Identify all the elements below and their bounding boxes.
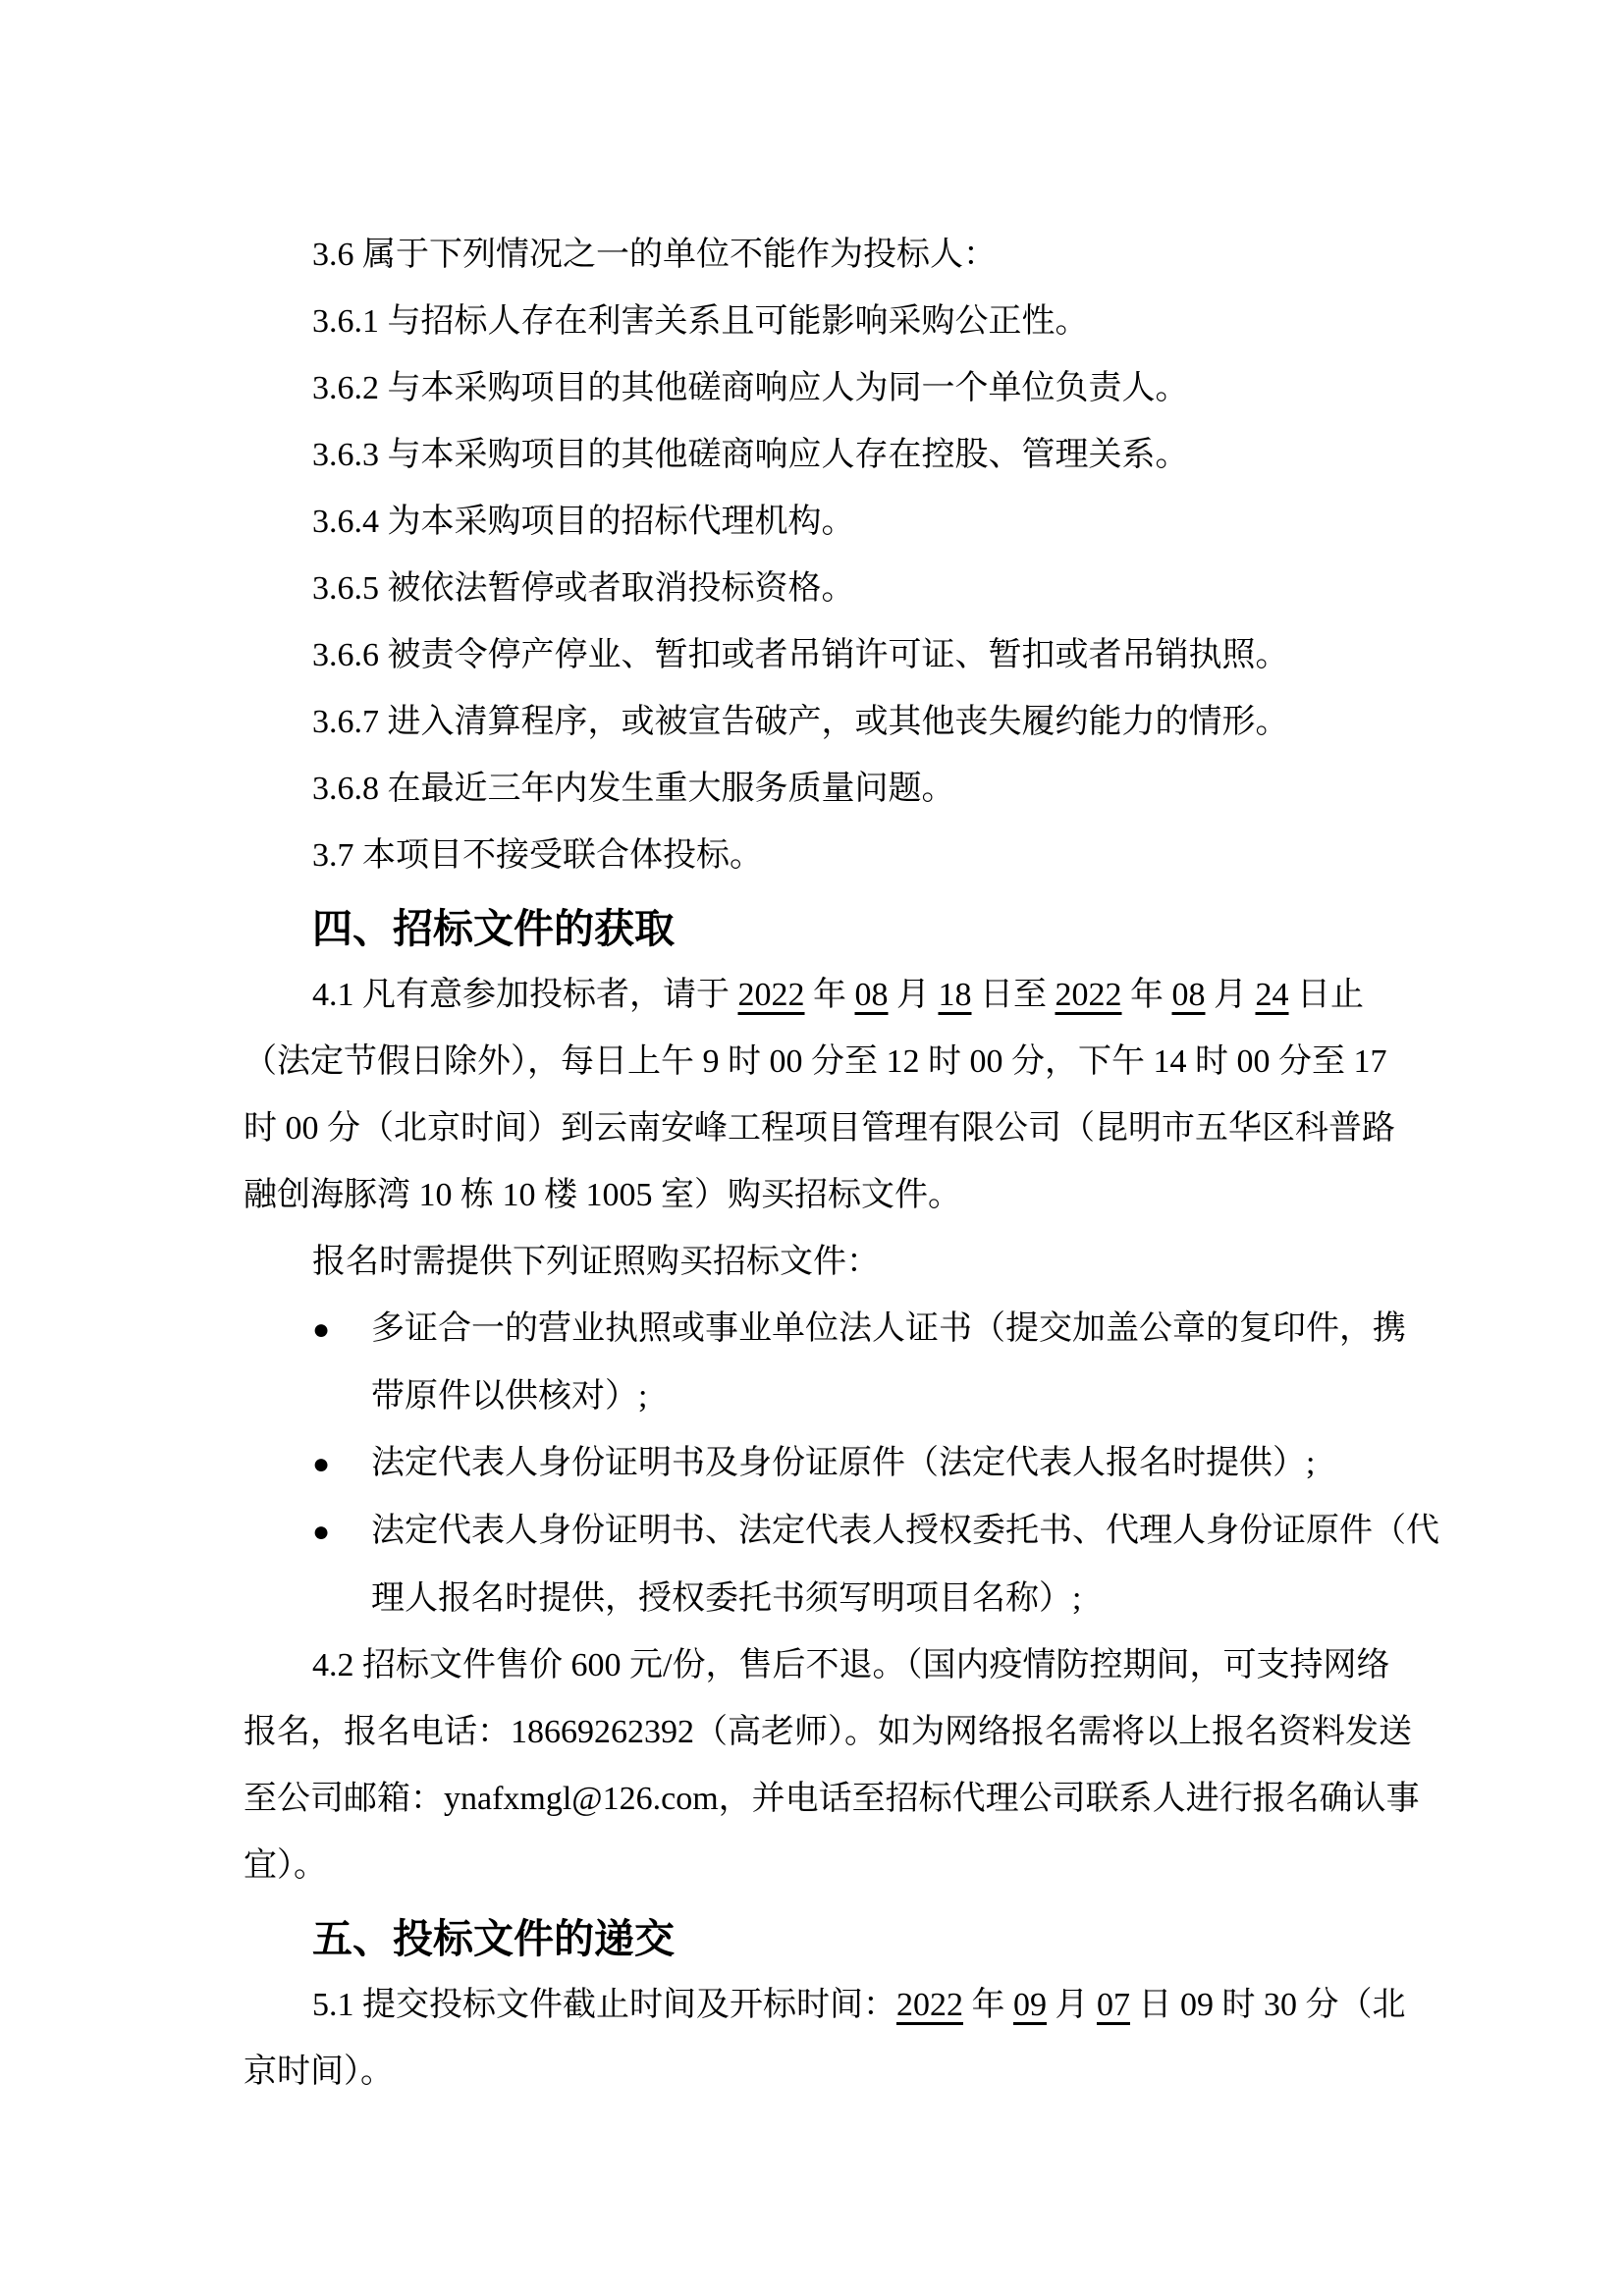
text-segment: 报名时需提供下列证照购买招标文件： — [312, 1244, 880, 1280]
underlined-date-value: 2022 — [896, 1987, 963, 2023]
clause-3-6-4 — [244, 489, 1392, 556]
underlined-date-value: 08 — [1171, 977, 1206, 1013]
text-segment: 日 09 时 30 分（北 — [1130, 1987, 1406, 2023]
clause-3-6-7 — [244, 689, 1392, 756]
bullet-icon: ● — [312, 1448, 331, 1480]
text-segment: 3.6.4 为本采购项目的招标代理机构。 — [312, 504, 855, 540]
underlined-date-value: 2022 — [1055, 977, 1122, 1013]
text-segment: 4.1 凡有意参加投标者，请于 — [312, 977, 738, 1013]
text-segment: 3.6.3 与本采购项目的其他磋商响应人存在控股、管理关系。 — [312, 437, 1189, 473]
text-segment: 月 — [1047, 1987, 1097, 2023]
text-segment: 日至 — [971, 977, 1056, 1013]
text-segment: 3.6.8 在最近三年内发生重大服务质量问题。 — [312, 771, 955, 807]
clause-3-6-5 — [244, 556, 1392, 622]
bullet-item-3-line-1 — [244, 1498, 1439, 1566]
text-segment: 时 00 分（北京时间）到云南安峰工程项目管理有限公司（昆明市五华区科普路 — [244, 1110, 1395, 1147]
clause-4-1-line-1 — [244, 962, 1392, 1029]
underlined-date-value: 2022 — [737, 977, 805, 1013]
bullet-text — [371, 1430, 1315, 1497]
bullet-item-1-line-2 — [244, 1363, 1392, 1430]
text-segment: 3.6.7 进入清算程序，或被宣告破产，或其他丧失履约能力的情形。 — [312, 704, 1289, 740]
text-segment: 融创海豚湾 10 栋 10 楼 1005 室）购买招标文件。 — [244, 1177, 961, 1213]
clause-5-1-line-2 — [244, 2039, 1392, 2106]
text-segment: 3.7 本项目不接受联合体投标。 — [312, 837, 763, 874]
text-segment: 3.6.2 与本采购项目的其他磋商响应人为同一个单位负责人。 — [312, 370, 1189, 406]
bullet-text — [371, 1498, 1439, 1565]
text-segment: 多证合一的营业执照或事业单位法人证书（提交加盖公章的复印件，携 — [371, 1310, 1406, 1347]
clause-3-7 — [244, 823, 1392, 889]
clause-3-6-8 — [244, 756, 1392, 823]
underlined-date-value: 09 — [1013, 1987, 1047, 2023]
bullet-item-2 — [244, 1430, 1392, 1498]
text-segment: （法定节假日除外），每日上午 9 时 00 分至 12 时 00 分，下午 14 时 00 分至 17 — [244, 1043, 1387, 1080]
text-segment: 月 — [888, 977, 939, 1013]
underlined-date-value: 24 — [1255, 977, 1289, 1013]
text-segment: 5.1 提交投标文件截止时间及开标时间： — [312, 1987, 896, 2023]
section-5-heading — [244, 1905, 1392, 1972]
clause-3-6 — [244, 222, 1392, 289]
bullet-item-3-line-2 — [244, 1566, 1392, 1632]
text-segment: 五、投标文件的递交 — [312, 1916, 675, 1961]
text-segment: 至公司邮箱：ynafxmgl@126.com，并电话至招标代理公司联系人进行报名确认事 — [244, 1781, 1420, 1817]
bullet-item-1-line-1 — [244, 1296, 1406, 1363]
clause-3-6-2 — [244, 355, 1392, 422]
text-segment: 法定代表人身份证明书、法定代表人授权委托书、代理人身份证原件（代 — [371, 1513, 1439, 1549]
bullet-icon: ● — [312, 1516, 331, 1548]
clause-4-2-line-1 — [244, 1632, 1392, 1699]
clause-4-2-line-4 — [244, 1833, 1392, 1899]
text-segment: 月 — [1205, 977, 1256, 1013]
text-segment: 报名，报名电话：18669262392（高老师）。如为网络报名需将以上报名资料发送 — [244, 1714, 1412, 1750]
underlined-date-value: 08 — [854, 977, 889, 1013]
text-segment: 理人报名时提供，授权委托书须写明项目名称）; — [371, 1580, 1082, 1617]
clause-5-1-line-1 — [244, 1972, 1406, 2039]
bullet-icon: ● — [312, 1313, 331, 1346]
text-segment: 四、招标文件的获取 — [312, 906, 675, 951]
clause-3-6-1 — [244, 289, 1392, 355]
text-segment: 年 — [804, 977, 855, 1013]
underlined-date-value: 18 — [938, 977, 972, 1013]
text-segment: 京时间）。 — [244, 2054, 394, 2090]
bullet-text — [371, 1296, 1406, 1362]
registration-note — [244, 1229, 1392, 1296]
clause-3-6-3 — [244, 422, 1392, 489]
text-segment: 3.6.5 被依法暂停或者取消投标资格。 — [312, 570, 855, 607]
text-segment: 日止 — [1288, 977, 1364, 1013]
text-segment: 年 — [1121, 977, 1172, 1013]
clause-4-1-line-2 — [244, 1029, 1392, 1095]
underlined-date-value: 07 — [1097, 1987, 1130, 2023]
text-segment: 带原件以供核对）; — [371, 1378, 648, 1415]
clause-4-1-line-3 — [244, 1095, 1395, 1162]
text-segment: 法定代表人身份证明书及身份证原件（法定代表人报名时提供）; — [371, 1445, 1316, 1481]
text-segment: 3.6 属于下列情况之一的单位不能作为投标人： — [312, 237, 997, 273]
clause-4-1-line-4 — [244, 1162, 1392, 1229]
clause-3-6-6 — [244, 622, 1392, 689]
document-text-block — [244, 222, 1439, 2106]
section-4-heading — [244, 895, 1392, 962]
clause-4-2-line-3 — [244, 1766, 1420, 1833]
text-segment: 年 — [963, 1987, 1013, 2023]
text-segment: 4.2 招标文件售价 600 元/份，售后不退。（国内疫情防控期间，可支持网络 — [312, 1647, 1390, 1683]
text-segment: 宜）。 — [244, 1847, 327, 1884]
text-segment: 3.6.6 被责令停产停业、暂扣或者吊销许可证、暂扣或者吊销执照。 — [312, 637, 1289, 673]
clause-4-2-line-2 — [244, 1699, 1412, 1766]
text-segment: 3.6.1 与招标人存在利害关系且可能影响采购公正性。 — [312, 303, 1089, 340]
